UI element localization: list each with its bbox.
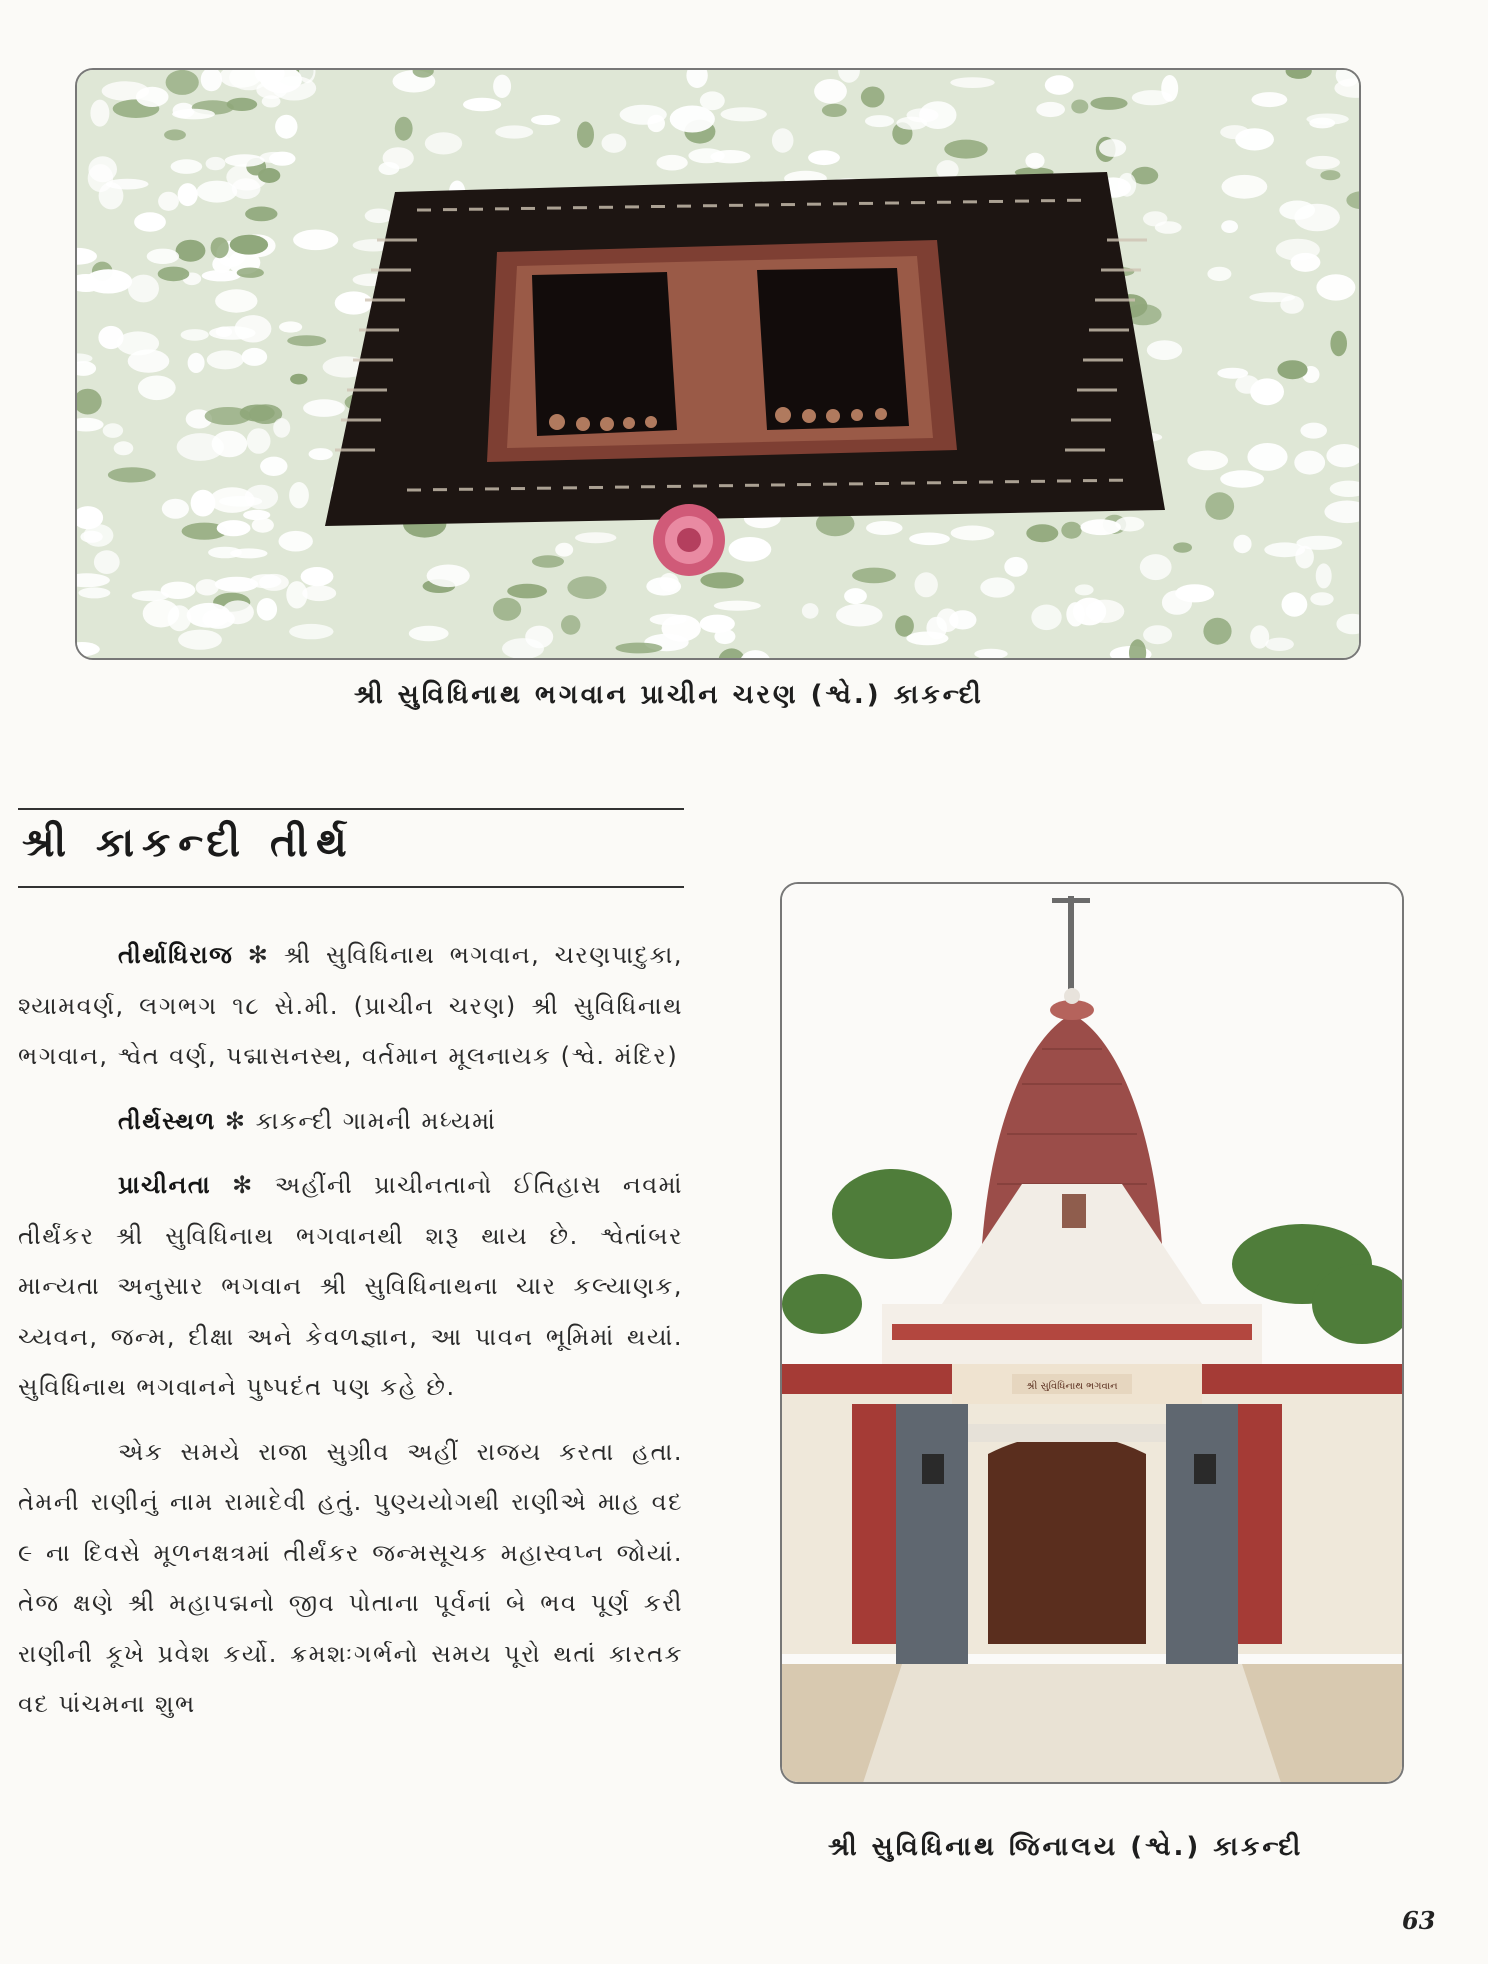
flower-petal bbox=[212, 431, 248, 458]
flower-petal bbox=[1205, 492, 1234, 520]
flower-petal bbox=[128, 349, 170, 372]
flower-petal bbox=[114, 441, 134, 455]
flower-petal bbox=[252, 518, 274, 533]
flower-petal bbox=[260, 152, 288, 163]
flower-petal bbox=[463, 98, 501, 112]
flower-petal bbox=[79, 587, 111, 598]
flower-petal bbox=[909, 533, 950, 546]
flower-petal bbox=[289, 624, 333, 639]
flower-petal bbox=[670, 106, 715, 133]
flower-petal bbox=[493, 75, 511, 98]
flower-petal bbox=[245, 485, 278, 510]
idol-niche bbox=[1062, 1194, 1086, 1228]
flower-petal bbox=[206, 157, 226, 170]
flower-petal bbox=[729, 537, 772, 562]
flower-petal bbox=[1090, 97, 1127, 110]
temple-photo-caption: શ્રી સુવિધિનાથ જિનાલય (શ્વે.) કાકન્દી bbox=[828, 1832, 1304, 1862]
flower-petal bbox=[171, 159, 203, 174]
paragraph-tirthasthal bbox=[18, 1096, 683, 1147]
flower-petal bbox=[493, 598, 521, 621]
flower-petal bbox=[1295, 546, 1314, 569]
flower-petal bbox=[1075, 584, 1094, 595]
paragraph-label: તીર્થાધિરાજ bbox=[118, 941, 234, 969]
flower-petal bbox=[865, 115, 894, 127]
flower-petal bbox=[1221, 220, 1238, 233]
flower-petal bbox=[302, 585, 336, 601]
flower-petal bbox=[202, 270, 241, 281]
flower-petal bbox=[926, 617, 947, 640]
flower-petal bbox=[301, 567, 334, 586]
paragraph-prachinta bbox=[18, 1160, 683, 1413]
flower-petal bbox=[1330, 331, 1347, 356]
flower-petal bbox=[260, 457, 287, 476]
flower-petal bbox=[158, 267, 190, 282]
flower-petal bbox=[287, 335, 326, 346]
flower-petal bbox=[172, 109, 215, 120]
flower-petal bbox=[136, 87, 169, 107]
flower-petal bbox=[1203, 618, 1231, 645]
flower-petal bbox=[1080, 519, 1121, 535]
flower-petal bbox=[1207, 267, 1231, 281]
flower-petal bbox=[235, 315, 272, 342]
flower-petal bbox=[531, 115, 560, 125]
flower-petal bbox=[1320, 170, 1340, 180]
page-number: 63 bbox=[1402, 1906, 1436, 1935]
flower-petal bbox=[1066, 602, 1085, 626]
separator-icon: ✻ bbox=[232, 1171, 254, 1199]
flower-petal bbox=[577, 122, 594, 148]
flower-petal bbox=[427, 565, 470, 588]
flower-petal bbox=[980, 577, 1014, 597]
footprints-photo bbox=[75, 68, 1361, 660]
flower-petal bbox=[147, 249, 179, 264]
flower-petal bbox=[567, 576, 606, 599]
flower-petal bbox=[1115, 517, 1144, 532]
flower-petal bbox=[915, 572, 938, 597]
flower-petal bbox=[240, 405, 275, 422]
flower-petal bbox=[721, 107, 767, 121]
flower-petal bbox=[1276, 239, 1320, 261]
flower-petal bbox=[1071, 100, 1088, 114]
flower-petal bbox=[866, 521, 903, 535]
right-footprint bbox=[757, 268, 909, 430]
rose bbox=[653, 504, 725, 576]
temple-illustration bbox=[782, 884, 1404, 1784]
paragraph-label: તીર્થસ્થળ bbox=[118, 1106, 216, 1135]
flower-petal bbox=[181, 329, 209, 341]
flower-petal bbox=[1045, 75, 1074, 95]
flower-petal bbox=[1235, 128, 1274, 150]
flower-petal bbox=[1031, 605, 1061, 631]
flower-petal bbox=[1132, 90, 1172, 105]
flower-petal bbox=[202, 609, 235, 629]
flower-petal bbox=[1306, 156, 1340, 169]
flower-petal bbox=[836, 604, 883, 627]
flower-petal bbox=[237, 268, 264, 278]
flower-petal bbox=[602, 134, 627, 153]
flower-petal bbox=[974, 649, 1007, 659]
flower-petal bbox=[275, 115, 297, 139]
flower-petal bbox=[1220, 470, 1264, 487]
flower-petal bbox=[227, 98, 258, 111]
flower-petal bbox=[814, 79, 847, 104]
flower-petal bbox=[951, 526, 995, 541]
paragraph-label: પ્રાચીનતા bbox=[118, 1171, 212, 1199]
flower-petal bbox=[1173, 542, 1192, 552]
flower-petal bbox=[230, 235, 268, 255]
flower-petal bbox=[106, 179, 149, 190]
flower-petal bbox=[176, 240, 206, 262]
paragraph-history bbox=[18, 1427, 683, 1730]
flower-petal bbox=[1025, 153, 1044, 169]
flower-petal bbox=[714, 601, 761, 611]
flower-petal bbox=[245, 207, 277, 222]
separator-icon: ✻ bbox=[247, 941, 270, 969]
flower-petal bbox=[802, 603, 819, 619]
flower-petal bbox=[303, 399, 345, 417]
flower-petal bbox=[1309, 118, 1335, 129]
flower-petal bbox=[575, 532, 616, 543]
flower-petal bbox=[507, 584, 547, 599]
flower-petal bbox=[772, 128, 794, 152]
flower-petal bbox=[1143, 625, 1172, 644]
flower-petal bbox=[395, 117, 413, 141]
flower-petal bbox=[164, 129, 186, 140]
flower-petal bbox=[293, 230, 338, 251]
temple-sign: શ્રી સુવિધિનાથ ભગવાન bbox=[1026, 1381, 1118, 1392]
flower-petal bbox=[279, 531, 313, 552]
flower-petal bbox=[656, 155, 687, 171]
flower-petal bbox=[1099, 139, 1126, 157]
flower-petal bbox=[1316, 563, 1332, 588]
flower-petal bbox=[944, 140, 987, 159]
flower-petal bbox=[1326, 444, 1361, 467]
flower-petal bbox=[1294, 451, 1325, 475]
flower-petal bbox=[1316, 274, 1355, 300]
flower-petal bbox=[1300, 423, 1327, 439]
flower-petal bbox=[242, 348, 268, 366]
flower-petal bbox=[94, 550, 120, 574]
footprints-illustration bbox=[77, 70, 1361, 660]
paragraph-body: શ્રી સુવિધિનાથ ભગવાન, ચરણપાદુકા, શ્યામવર્ણ, લગભગ ૧૮ સે.મી. (પ્રાચીન ચરણ) શ્રી સુવિધિનાથ ભગવાન, શ્વેત વર્ણ, પદ્માસનસ્થ, વર્તમાન મૂલનાયક (શ્વે. મંદિર) bbox=[18, 941, 683, 1070]
flower-petal bbox=[162, 499, 189, 519]
separator-icon: ✻ bbox=[224, 1106, 247, 1135]
flower-petal bbox=[1294, 204, 1340, 232]
flower-petal bbox=[1252, 92, 1288, 107]
flower-petal bbox=[844, 588, 867, 604]
flower-petal bbox=[88, 156, 117, 182]
temple-door bbox=[988, 1434, 1146, 1644]
flower-petal bbox=[309, 448, 333, 460]
flower-petal bbox=[247, 428, 271, 454]
flower-petal bbox=[132, 591, 169, 602]
temple-photo bbox=[780, 882, 1404, 1784]
section-title-block bbox=[18, 808, 684, 888]
flower-petal bbox=[290, 374, 307, 385]
left-red-pillar bbox=[852, 1404, 896, 1644]
flower-petal bbox=[98, 326, 123, 349]
flower-petal bbox=[188, 353, 205, 373]
flower-petal bbox=[650, 614, 687, 625]
flower-petal bbox=[211, 237, 229, 258]
flower-petal bbox=[289, 482, 309, 508]
flower-petal bbox=[383, 147, 414, 169]
flower-petal bbox=[208, 547, 242, 559]
flower-petal bbox=[1282, 592, 1308, 616]
flower-petal bbox=[1277, 360, 1307, 379]
flower-petal bbox=[1280, 296, 1304, 314]
flower-petal bbox=[525, 626, 553, 649]
flower-petal bbox=[178, 183, 198, 206]
flower-petal bbox=[710, 150, 750, 163]
flower-petal bbox=[365, 209, 393, 224]
flower-petal bbox=[90, 100, 109, 127]
flower-petal bbox=[616, 643, 663, 654]
flower-petal bbox=[409, 626, 449, 641]
flower-petal bbox=[700, 572, 743, 588]
flower-petal bbox=[950, 77, 994, 88]
flower-petal bbox=[1147, 340, 1182, 360]
paragraph-body: અહીંની પ્રાચીનતાનો ઈતિહાસ નવમાં તીર્થંકર શ્રી સુવિધિનાથ ભગવાનથી શરૂ થાય છે. શ્વેતાંબર માન્યતા અનુસાર ભગવાન શ્રી સુવિધિનાથના ચાર કલ્યાણક, ચ્યવન, જન્મ, દીક્ષા અને કેવળજ્ઞાન, આ પાવન ભૂમિમાં થયાં. સુવિધિનાથ ભગવાનને પુષ્પદંત પણ કહે છે. bbox=[18, 1171, 684, 1401]
flower-petal bbox=[158, 192, 179, 211]
flower-petal bbox=[178, 630, 222, 650]
flower-petal bbox=[138, 376, 176, 401]
flower-petal bbox=[250, 574, 282, 588]
flower-petal bbox=[1061, 522, 1081, 539]
top-photo-caption: શ્રી સુવિધિનાથ ભગવાન પ્રાચીન ચરણ (શ્વે.) કાકન્દી bbox=[354, 680, 984, 710]
flower-petal bbox=[1036, 102, 1065, 117]
flower-petal bbox=[1250, 378, 1284, 405]
flower-petal bbox=[335, 291, 373, 314]
flower-petal bbox=[207, 350, 244, 369]
paragraph-body: એક સમયે રાજા સુગ્રીવ અહીં રાજય કરતા હતા. તેમની રાણીનું નામ રામાદેવી હતું. પુણ્યયોગથી રાણીએ માહ વદ ૯ ના દિવસે મૂળનક્ષત્રમાં તીર્થંકર જન્મસૂચક મહાસ્વપ્ન જોયાં. તેજ ક્ષણે શ્રી મહાપદ્મનો જીવ પોતાના પૂર્વનાં બે ભવ પૂર્ણ કરી રાણીની કૂખે પ્રવેશ કર્યો. ક્રમશઃગર્ભનો સમય પૂરો થતાં કારતક વદ પાંચમના શુભ bbox=[18, 1437, 683, 1718]
flower-petal bbox=[217, 520, 251, 536]
flower-petal bbox=[555, 543, 573, 557]
flower-petal bbox=[495, 125, 533, 138]
flower-petal bbox=[1310, 592, 1333, 605]
flower-petal bbox=[861, 87, 885, 108]
flower-petal bbox=[1233, 535, 1251, 553]
paragraph-tirthadhiraj bbox=[18, 930, 683, 1082]
flower-petal bbox=[895, 615, 914, 636]
flower-petal bbox=[215, 289, 257, 312]
section-title: શ્રી કાકન્દી તીર્થ bbox=[22, 820, 355, 866]
flower-petal bbox=[166, 70, 199, 95]
flower-petal bbox=[128, 275, 159, 303]
flower-petal bbox=[659, 573, 678, 592]
flower-petal bbox=[85, 269, 133, 293]
flower-petal bbox=[425, 132, 462, 154]
right-red-pillar bbox=[1238, 1404, 1282, 1644]
flower-petal bbox=[1265, 638, 1294, 651]
flower-petal bbox=[103, 423, 123, 438]
flower-petal bbox=[822, 104, 847, 117]
flower-petal bbox=[273, 418, 290, 438]
flower-petal bbox=[1217, 368, 1248, 379]
flower-petal bbox=[1004, 557, 1027, 577]
flower-petal bbox=[620, 105, 667, 125]
left-footprint bbox=[532, 272, 677, 436]
flower-petal bbox=[257, 598, 277, 621]
flower-petal bbox=[1222, 175, 1268, 199]
flower-petal bbox=[561, 615, 580, 635]
flower-petal bbox=[225, 154, 265, 166]
flower-petal bbox=[196, 579, 219, 595]
flower-petal bbox=[532, 555, 564, 567]
flower-petal bbox=[808, 150, 840, 165]
flower-petal bbox=[949, 610, 976, 629]
flower-petal bbox=[134, 212, 166, 232]
flower-petal bbox=[852, 568, 896, 584]
flower-petal bbox=[108, 467, 156, 482]
body-text bbox=[18, 930, 683, 1744]
flower-petal bbox=[1162, 590, 1192, 615]
flower-petal bbox=[143, 600, 180, 628]
flower-petal bbox=[1187, 451, 1228, 471]
paragraph-body: કાકન્દી ગામની મધ્યમાં bbox=[255, 1106, 497, 1135]
flower-petal bbox=[919, 101, 956, 129]
flower-petal bbox=[1085, 600, 1124, 623]
flower-petal bbox=[1140, 554, 1172, 580]
flower-petal bbox=[216, 327, 232, 338]
flower-petal bbox=[1143, 211, 1167, 226]
flower-petal bbox=[1026, 524, 1058, 542]
flower-petal bbox=[80, 531, 102, 543]
flower-petal bbox=[1247, 443, 1287, 471]
flower-petal bbox=[262, 95, 281, 107]
flower-petal bbox=[232, 178, 261, 199]
flower-petal bbox=[279, 321, 302, 332]
flower-petal bbox=[700, 615, 735, 633]
